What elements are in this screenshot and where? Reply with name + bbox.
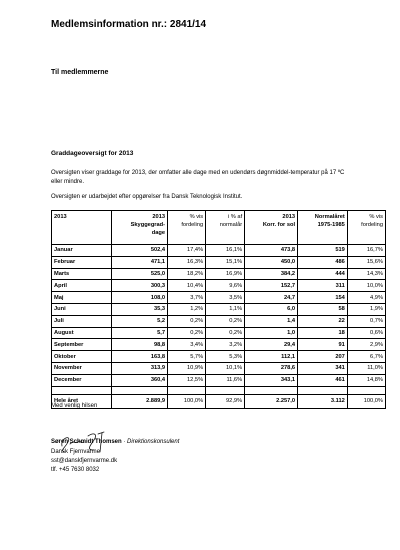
- normal-year-cell: 341: [298, 362, 348, 374]
- month-cell: Juli: [52, 315, 112, 327]
- total-distribution: 100,0%: [168, 394, 206, 408]
- distribution-cell: 10,9%: [168, 362, 206, 374]
- month-cell: December: [52, 374, 112, 386]
- source-paragraph: Oversigten er udarbejdet efter opgørelser fra Dansk Teknologisk Institut.: [51, 194, 243, 200]
- total-sun-corrected: 2.257,0: [245, 394, 298, 408]
- shade-degree-days-cell: 5,7: [112, 327, 168, 339]
- shade-degree-days-cell: 471,1: [112, 256, 168, 268]
- normal-year-cell: 461: [298, 374, 348, 386]
- sun-corrected-cell: 384,2: [245, 268, 298, 280]
- distribution-cell: 5,7%: [168, 351, 206, 363]
- month-cell: Januar: [52, 245, 112, 257]
- month-cell: November: [52, 362, 112, 374]
- handwritten-signature: [58, 430, 118, 454]
- degree-days-table: [51, 210, 386, 409]
- normal-year-cell: 91: [298, 339, 348, 351]
- month-rows: [52, 245, 386, 387]
- normal-year-cell: 18: [298, 327, 348, 339]
- total-normal-year: 3.112: [298, 394, 348, 408]
- total-shade-degree-days: 2.889,9: [112, 394, 168, 408]
- table-row: [52, 268, 386, 280]
- month-cell: Maj: [52, 292, 112, 304]
- sun-corrected-cell: 450,0: [245, 256, 298, 268]
- table-row: [52, 303, 386, 315]
- table-row: [52, 374, 386, 386]
- shade-degree-days-cell: 5,2: [112, 315, 168, 327]
- month-cell: April: [52, 280, 112, 292]
- signer-separator: ·: [121, 439, 128, 446]
- header-percent-of-normal: i % af normalår: [206, 211, 245, 245]
- month-cell: September: [52, 339, 112, 351]
- shade-degree-days-cell: 35,3: [112, 303, 168, 315]
- month-cell: August: [52, 327, 112, 339]
- distribution-cell: 0,2%: [168, 315, 206, 327]
- normal-distribution-cell: 14,8%: [347, 374, 385, 386]
- table-row: [52, 351, 386, 363]
- normal-year-cell: 22: [298, 315, 348, 327]
- percent-of-normal-cell: 0,2%: [206, 315, 245, 327]
- table-row: [52, 280, 386, 292]
- distribution-cell: 1,2%: [168, 303, 206, 315]
- percent-of-normal-cell: 16,1%: [206, 245, 245, 257]
- sun-corrected-cell: 473,8: [245, 245, 298, 257]
- header-distribution: % vis fordeling: [168, 211, 206, 245]
- table-row: [52, 292, 386, 304]
- percent-of-normal-cell: 1,1%: [206, 303, 245, 315]
- sun-corrected-cell: 278,6: [245, 362, 298, 374]
- normal-distribution-cell: 0,7%: [347, 315, 385, 327]
- percent-of-normal-cell: 3,5%: [206, 292, 245, 304]
- header-normal-distribution: % vis fordeling: [347, 211, 385, 245]
- normal-year-cell: 486: [298, 256, 348, 268]
- table-row: [52, 245, 386, 257]
- sun-corrected-cell: 1,4: [245, 315, 298, 327]
- percent-of-normal-cell: 11,6%: [206, 374, 245, 386]
- normal-year-cell: 311: [298, 280, 348, 292]
- shade-degree-days-cell: 300,3: [112, 280, 168, 292]
- distribution-cell: 10,4%: [168, 280, 206, 292]
- closing-line: Med venlig hilsen: [51, 403, 98, 409]
- percent-of-normal-cell: 15,1%: [206, 256, 245, 268]
- shade-degree-days-cell: 502,4: [112, 245, 168, 257]
- signer-role: Direktionskonsulent: [127, 439, 180, 446]
- total-percent-of-normal: 92,9%: [206, 394, 245, 408]
- header-normal-year: Normalåret 1975-1985: [298, 211, 348, 245]
- distribution-cell: 18,2%: [168, 268, 206, 280]
- sun-corrected-cell: 29,4: [245, 339, 298, 351]
- sun-corrected-cell: 1,0: [245, 327, 298, 339]
- percent-of-normal-cell: 10,1%: [206, 362, 245, 374]
- month-cell: Marts: [52, 268, 112, 280]
- signer-name: Søren Schmidt Thomsen: [51, 439, 122, 446]
- normal-distribution-cell: 2,9%: [347, 339, 385, 351]
- total-normal-distribution: 100,0%: [347, 394, 385, 408]
- sun-corrected-cell: 343,1: [245, 374, 298, 386]
- percent-of-normal-cell: 3,2%: [206, 339, 245, 351]
- sun-corrected-cell: 6,0: [245, 303, 298, 315]
- normal-distribution-cell: 0,6%: [347, 327, 385, 339]
- table-spacer-row: [52, 386, 386, 394]
- percent-of-normal-cell: 9,6%: [206, 280, 245, 292]
- distribution-cell: 17,4%: [168, 245, 206, 257]
- sun-corrected-cell: 112,1: [245, 351, 298, 363]
- shade-degree-days-cell: 98,8: [112, 339, 168, 351]
- intro-paragraph: Oversigten viser graddage for 2013, der omfatter alle dage med en udendørs døgnmiddel-temperatur på 17 ºC eller mindre.: [51, 170, 345, 185]
- sun-corrected-cell: 152,7: [245, 280, 298, 292]
- percent-of-normal-cell: 0,2%: [206, 327, 245, 339]
- normal-year-cell: 58: [298, 303, 348, 315]
- normal-year-cell: 444: [298, 268, 348, 280]
- signer-email: sst@danskfjernvarme.dk: [51, 457, 118, 464]
- sun-corrected-cell: 24,7: [245, 292, 298, 304]
- normal-distribution-cell: 15,6%: [347, 256, 385, 268]
- normal-distribution-cell: 4,9%: [347, 292, 385, 304]
- normal-distribution-cell: 11,0%: [347, 362, 385, 374]
- signer-phone: tlf. +45 7630 8032: [51, 467, 100, 474]
- percent-of-normal-cell: 5,3%: [206, 351, 245, 363]
- signer-organization: Dansk Fjernvarme: [51, 448, 101, 455]
- percent-of-normal-cell: 16,9%: [206, 268, 245, 280]
- shade-degree-days-cell: 163,8: [112, 351, 168, 363]
- table-row: [52, 256, 386, 268]
- table-header-row: [52, 211, 386, 245]
- normal-distribution-cell: 10,0%: [347, 280, 385, 292]
- shade-degree-days-cell: 525,0: [112, 268, 168, 280]
- recipient-line: Til medlemmerne: [51, 69, 109, 76]
- header-shade-degree-days: 2013 Skyggegrad- dage: [112, 211, 168, 245]
- header-year: 2013: [52, 211, 112, 245]
- document-title: Medlemsinformation nr.: 2841/14: [51, 19, 207, 30]
- distribution-cell: 0,2%: [168, 327, 206, 339]
- shade-degree-days-cell: 108,0: [112, 292, 168, 304]
- shade-degree-days-cell: 360,4: [112, 374, 168, 386]
- table-row: [52, 362, 386, 374]
- subject-heading: Graddageoversigt for 2013: [51, 150, 134, 157]
- header-sun-corrected: 2013 Korr. for sol: [245, 211, 298, 245]
- month-cell: Juni: [52, 303, 112, 315]
- table-row: [52, 327, 386, 339]
- normal-distribution-cell: 1,9%: [347, 303, 385, 315]
- month-cell: Februar: [52, 256, 112, 268]
- distribution-cell: 16,3%: [168, 256, 206, 268]
- distribution-cell: 12,5%: [168, 374, 206, 386]
- normal-distribution-cell: 6,7%: [347, 351, 385, 363]
- month-cell: Oktober: [52, 351, 112, 363]
- normal-year-cell: 207: [298, 351, 348, 363]
- normal-year-cell: 154: [298, 292, 348, 304]
- total-label: Hele året: [52, 394, 112, 408]
- distribution-cell: 3,4%: [168, 339, 206, 351]
- normal-distribution-cell: 14,3%: [347, 268, 385, 280]
- table-row: [52, 339, 386, 351]
- table-row: [52, 315, 386, 327]
- shade-degree-days-cell: 313,9: [112, 362, 168, 374]
- normal-distribution-cell: 16,7%: [347, 245, 385, 257]
- normal-year-cell: 519: [298, 245, 348, 257]
- distribution-cell: 3,7%: [168, 292, 206, 304]
